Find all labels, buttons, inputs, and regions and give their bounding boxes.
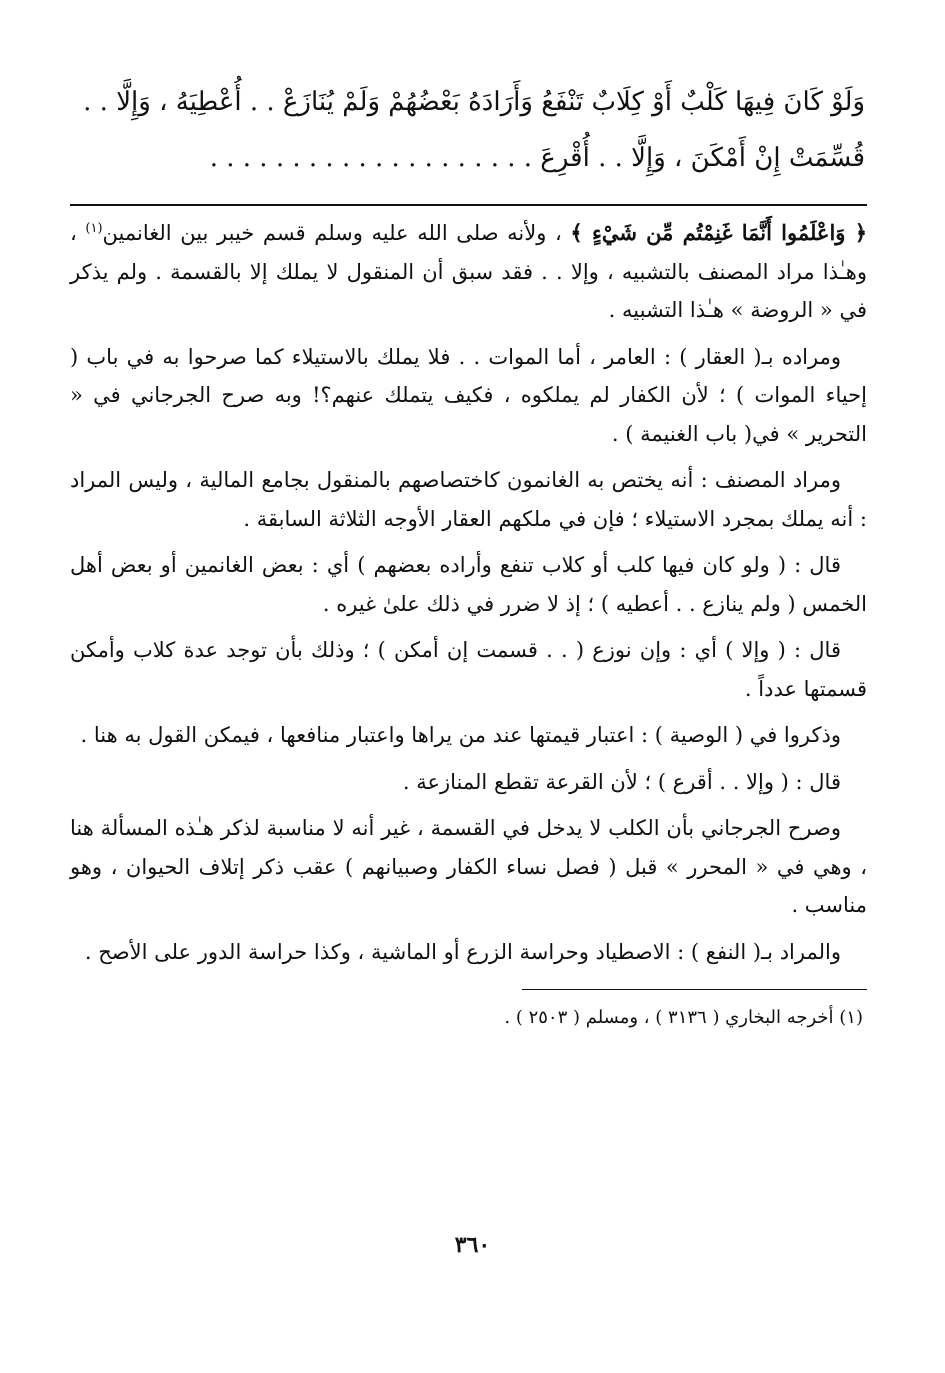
commentary-paragraph-6: وذكروا في ( الوصية ) : اعتبار قيمتها عند من يراها واعتبار منافعها ، فيمكن القول به هنا . xyxy=(80,723,841,747)
footnote-marker: (١) xyxy=(85,221,103,236)
footnote: (١) أخرجه البخاري ( ٣١٣٦ ) ، ومسلم ( ٢٥٠٣ ) . xyxy=(504,1007,863,1028)
commentary-paragraph-7: قال : ( وإلا . . أقرع ) ؛ لأن القرعة تقطع المنازعة . xyxy=(402,769,841,794)
matn-divider xyxy=(70,204,867,206)
commentary-paragraph-8: وصرح الجرجاني بأن الكلب لا يدخل في القسمة ، غير أنه لا مناسبة لذكر هـٰذه المسألة هنا ، وهي في « المحرر » قبل ( فصل نساء الكفار وصبيانهم ) عقب ذكر إتلاف الحيوان ، وهو مناسب . xyxy=(70,816,867,917)
commentary-paragraph-9: والمراد بـ( النفع ) : الاصطياد وحراسة الزرع أو الماشية ، وكذا حراسة الدور على الأصح . xyxy=(84,939,841,964)
matn-line-2: قُسِّمَتْ إِنْ أَمْكَنَ ، وَإِلَّا . . أُقْرِعَ . . . . . . . . . . . . . . . . . . . . xyxy=(209,143,865,173)
commentary-paragraph-4: قال : ( ولو كان فيها كلب أو كلاب تنفع وأراده بعضهم ) أي : بعض الغانمين أو بعض أهل الخمس ( ولم ينازع . . أعطيه ) ؛ إذ لا ضرر في ذلك علىٰ غيره . xyxy=(70,553,867,616)
paragraph-text: ، وهـٰذا مراد المصنف بالتشبيه ، وإلا . . فقد سبق أن المنقول لا يملك إلا بالقسمة . ولم يذكر في « الروضة » هـٰذا التشبيه . xyxy=(70,221,867,322)
commentary-paragraph-2: ومراده بـ( العقار ) : العامر ، أما الموات . . فلا يملك بالاستيلاء كما صرحوا به في باب ( إحياء الموات ) ؛ لأن الكفار لم يملكوه ، فكيف يتملك عنهم؟! وبه صرح الجرجاني في « التحرير » في( باب الغنيمة ) . xyxy=(70,344,867,446)
commentary xyxy=(70,214,867,971)
quran-verse: ﴿ وَاعْلَمُوا أَنَّمَا غَنِمْتُم مِّن شَيْءٍ ﴾ xyxy=(570,220,867,245)
matn-text xyxy=(70,74,867,186)
book-page xyxy=(70,74,867,1333)
page-number: ٣٦٠ xyxy=(454,1232,491,1258)
commentary-paragraph-1 xyxy=(70,214,867,330)
matn-line-1: وَلَوْ كَانَ فِيهَا كَلْبٌ أَوْ كِلَابٌ تَنْفَعُ وَأَرَادَهُ بَعْضُهُمْ وَلَمْ يُنَازَعْ . . أُعْطِيَهُ ، وَإِلَّا . . xyxy=(83,87,865,117)
paragraph-text: ، ولأنه صلى الله عليه وسلم قسم خيبر بين الغانمين xyxy=(102,221,571,245)
commentary-paragraph-5: قال : ( وإلا ) أي : وإن نوزع ( . . قسمت إن أمكن ) ؛ وذلك بأن توجد عدة كلاب وأمكن قسمتها عدداً . xyxy=(70,638,867,701)
footnote-divider xyxy=(522,989,867,990)
commentary-paragraph-3: ومراد المصنف : أنه يختص به الغانمون كاختصاصهم بالمنقول بجامع المالية ، وليس المراد : أنه يملك بمجرد الاستيلاء ؛ فإن في ملكهم العقار الأوجه الثلاثة السابقة . xyxy=(70,468,867,531)
